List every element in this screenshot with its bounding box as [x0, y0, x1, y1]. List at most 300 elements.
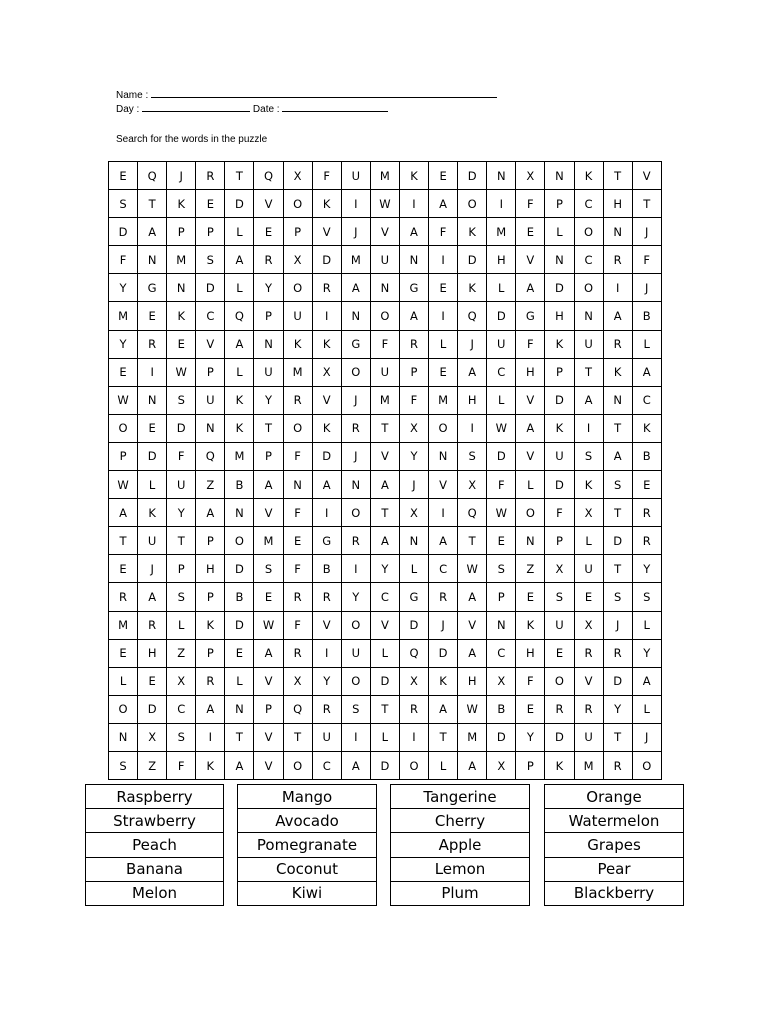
grid-cell[interactable]: I: [603, 274, 632, 302]
grid-cell[interactable]: D: [225, 190, 254, 218]
grid-cell[interactable]: E: [109, 639, 138, 667]
grid-cell[interactable]: M: [167, 246, 196, 274]
grid-cell[interactable]: D: [603, 527, 632, 555]
grid-cell[interactable]: K: [283, 330, 312, 358]
grid-cell[interactable]: D: [458, 246, 487, 274]
grid-cell[interactable]: V: [370, 218, 399, 246]
grid-cell[interactable]: Q: [283, 695, 312, 723]
grid-cell[interactable]: I: [399, 723, 428, 751]
grid-cell[interactable]: A: [109, 499, 138, 527]
grid-cell[interactable]: T: [370, 695, 399, 723]
grid-cell[interactable]: L: [225, 358, 254, 386]
grid-cell[interactable]: T: [603, 555, 632, 583]
grid-cell[interactable]: I: [312, 499, 341, 527]
grid-cell[interactable]: X: [399, 414, 428, 442]
name-field[interactable]: [151, 89, 497, 98]
grid-cell[interactable]: X: [167, 667, 196, 695]
grid-cell[interactable]: D: [312, 246, 341, 274]
grid-cell[interactable]: Q: [458, 499, 487, 527]
grid-cell[interactable]: A: [254, 639, 283, 667]
grid-cell[interactable]: K: [167, 190, 196, 218]
grid-cell[interactable]: E: [574, 583, 603, 611]
grid-cell[interactable]: C: [574, 246, 603, 274]
grid-cell[interactable]: A: [429, 190, 458, 218]
grid-cell[interactable]: M: [370, 162, 399, 190]
grid-cell[interactable]: D: [399, 611, 428, 639]
grid-cell[interactable]: H: [458, 386, 487, 414]
grid-cell[interactable]: D: [167, 414, 196, 442]
grid-cell[interactable]: V: [254, 723, 283, 751]
grid-cell[interactable]: U: [138, 527, 167, 555]
grid-cell[interactable]: R: [196, 162, 225, 190]
grid-cell[interactable]: Y: [109, 274, 138, 302]
grid-cell[interactable]: P: [254, 442, 283, 470]
grid-cell[interactable]: J: [429, 611, 458, 639]
grid-cell[interactable]: E: [109, 358, 138, 386]
grid-cell[interactable]: L: [225, 274, 254, 302]
grid-cell[interactable]: H: [516, 639, 545, 667]
grid-cell[interactable]: L: [429, 751, 458, 779]
grid-cell[interactable]: J: [632, 274, 661, 302]
grid-cell[interactable]: W: [254, 611, 283, 639]
grid-cell[interactable]: E: [429, 358, 458, 386]
grid-cell[interactable]: N: [487, 611, 516, 639]
grid-cell[interactable]: R: [283, 583, 312, 611]
grid-cell[interactable]: Y: [254, 386, 283, 414]
grid-cell[interactable]: K: [632, 414, 661, 442]
grid-cell[interactable]: T: [429, 723, 458, 751]
grid-cell[interactable]: O: [283, 751, 312, 779]
grid-cell[interactable]: D: [487, 442, 516, 470]
day-date-line[interactable]: [116, 103, 388, 116]
grid-cell[interactable]: E: [429, 162, 458, 190]
grid-cell[interactable]: F: [399, 386, 428, 414]
grid-cell[interactable]: B: [632, 442, 661, 470]
grid-cell[interactable]: E: [516, 695, 545, 723]
grid-cell[interactable]: I: [341, 723, 370, 751]
grid-cell[interactable]: O: [632, 751, 661, 779]
grid-cell[interactable]: G: [312, 527, 341, 555]
grid-cell[interactable]: R: [603, 246, 632, 274]
grid-cell[interactable]: D: [603, 667, 632, 695]
grid-cell[interactable]: Q: [458, 302, 487, 330]
grid-cell[interactable]: S: [167, 583, 196, 611]
grid-cell[interactable]: T: [225, 162, 254, 190]
grid-cell[interactable]: N: [341, 471, 370, 499]
grid-cell[interactable]: V: [196, 330, 225, 358]
grid-cell[interactable]: X: [283, 667, 312, 695]
grid-cell[interactable]: P: [196, 218, 225, 246]
grid-cell[interactable]: Y: [109, 330, 138, 358]
grid-cell[interactable]: V: [254, 751, 283, 779]
grid-cell[interactable]: N: [603, 218, 632, 246]
grid-cell[interactable]: V: [429, 471, 458, 499]
grid-cell[interactable]: S: [632, 583, 661, 611]
grid-cell[interactable]: V: [254, 499, 283, 527]
grid-cell[interactable]: A: [312, 471, 341, 499]
grid-cell[interactable]: Y: [312, 667, 341, 695]
grid-cell[interactable]: R: [283, 386, 312, 414]
grid-cell[interactable]: L: [225, 667, 254, 695]
grid-cell[interactable]: O: [225, 527, 254, 555]
grid-cell[interactable]: U: [487, 330, 516, 358]
grid-cell[interactable]: L: [487, 274, 516, 302]
grid-cell[interactable]: D: [370, 751, 399, 779]
grid-cell[interactable]: S: [254, 555, 283, 583]
grid-cell[interactable]: N: [370, 274, 399, 302]
grid-cell[interactable]: C: [312, 751, 341, 779]
grid-cell[interactable]: E: [196, 190, 225, 218]
grid-cell[interactable]: K: [603, 358, 632, 386]
grid-cell[interactable]: E: [516, 583, 545, 611]
grid-cell[interactable]: W: [167, 358, 196, 386]
grid-cell[interactable]: U: [283, 302, 312, 330]
grid-cell[interactable]: X: [487, 667, 516, 695]
grid-cell[interactable]: Y: [632, 555, 661, 583]
grid-cell[interactable]: J: [399, 471, 428, 499]
grid-cell[interactable]: A: [458, 751, 487, 779]
grid-cell[interactable]: N: [429, 442, 458, 470]
grid-cell[interactable]: E: [109, 162, 138, 190]
grid-cell[interactable]: X: [516, 162, 545, 190]
grid-cell[interactable]: R: [632, 527, 661, 555]
grid-cell[interactable]: T: [603, 414, 632, 442]
grid-cell[interactable]: J: [341, 218, 370, 246]
grid-cell[interactable]: L: [109, 667, 138, 695]
grid-cell[interactable]: K: [138, 499, 167, 527]
grid-cell[interactable]: M: [225, 442, 254, 470]
grid-cell[interactable]: J: [632, 218, 661, 246]
grid-cell[interactable]: A: [516, 414, 545, 442]
grid-cell[interactable]: C: [370, 583, 399, 611]
grid-cell[interactable]: J: [341, 386, 370, 414]
grid-cell[interactable]: E: [632, 471, 661, 499]
grid-cell[interactable]: F: [545, 499, 574, 527]
grid-cell[interactable]: U: [254, 358, 283, 386]
grid-cell[interactable]: M: [254, 527, 283, 555]
grid-cell[interactable]: S: [487, 555, 516, 583]
grid-cell[interactable]: P: [196, 358, 225, 386]
grid-cell[interactable]: O: [109, 695, 138, 723]
grid-cell[interactable]: S: [341, 695, 370, 723]
grid-cell[interactable]: O: [341, 358, 370, 386]
grid-cell[interactable]: V: [370, 442, 399, 470]
grid-cell[interactable]: X: [458, 471, 487, 499]
grid-cell[interactable]: U: [312, 723, 341, 751]
grid-cell[interactable]: T: [370, 499, 399, 527]
grid-cell[interactable]: T: [225, 723, 254, 751]
grid-cell[interactable]: K: [516, 611, 545, 639]
grid-cell[interactable]: D: [225, 611, 254, 639]
grid-cell[interactable]: R: [283, 639, 312, 667]
grid-cell[interactable]: E: [487, 527, 516, 555]
grid-cell[interactable]: K: [225, 414, 254, 442]
grid-cell[interactable]: L: [545, 218, 574, 246]
grid-cell[interactable]: A: [399, 218, 428, 246]
grid-cell[interactable]: C: [196, 302, 225, 330]
grid-cell[interactable]: Y: [603, 695, 632, 723]
grid-cell[interactable]: X: [399, 667, 428, 695]
grid-cell[interactable]: F: [516, 190, 545, 218]
grid-cell[interactable]: S: [545, 583, 574, 611]
grid-cell[interactable]: V: [254, 667, 283, 695]
grid-cell[interactable]: R: [399, 695, 428, 723]
grid-cell[interactable]: C: [487, 639, 516, 667]
grid-cell[interactable]: V: [516, 246, 545, 274]
grid-cell[interactable]: R: [574, 639, 603, 667]
grid-cell[interactable]: T: [603, 499, 632, 527]
date-field[interactable]: [282, 103, 388, 112]
grid-cell[interactable]: R: [603, 751, 632, 779]
grid-cell[interactable]: I: [341, 190, 370, 218]
grid-cell[interactable]: I: [138, 358, 167, 386]
grid-cell[interactable]: O: [370, 302, 399, 330]
grid-cell[interactable]: C: [167, 695, 196, 723]
grid-cell[interactable]: N: [167, 274, 196, 302]
grid-cell[interactable]: P: [167, 555, 196, 583]
grid-cell[interactable]: X: [545, 555, 574, 583]
grid-cell[interactable]: R: [138, 330, 167, 358]
grid-cell[interactable]: T: [603, 723, 632, 751]
grid-cell[interactable]: D: [109, 218, 138, 246]
grid-cell[interactable]: C: [429, 555, 458, 583]
grid-cell[interactable]: N: [196, 414, 225, 442]
grid-cell[interactable]: K: [399, 162, 428, 190]
grid-cell[interactable]: N: [545, 246, 574, 274]
grid-cell[interactable]: A: [225, 751, 254, 779]
grid-cell[interactable]: L: [370, 639, 399, 667]
grid-cell[interactable]: J: [138, 555, 167, 583]
grid-cell[interactable]: K: [458, 218, 487, 246]
grid-cell[interactable]: E: [254, 583, 283, 611]
grid-cell[interactable]: Q: [138, 162, 167, 190]
grid-cell[interactable]: I: [574, 414, 603, 442]
grid-cell[interactable]: P: [545, 527, 574, 555]
grid-cell[interactable]: M: [283, 358, 312, 386]
grid-cell[interactable]: A: [138, 583, 167, 611]
grid-cell[interactable]: H: [487, 246, 516, 274]
grid-cell[interactable]: N: [225, 695, 254, 723]
grid-cell[interactable]: U: [341, 639, 370, 667]
grid-cell[interactable]: K: [196, 751, 225, 779]
grid-cell[interactable]: J: [167, 162, 196, 190]
grid-cell[interactable]: O: [574, 274, 603, 302]
grid-cell[interactable]: G: [399, 274, 428, 302]
grid-cell[interactable]: V: [312, 218, 341, 246]
grid-cell[interactable]: D: [545, 471, 574, 499]
grid-cell[interactable]: R: [109, 583, 138, 611]
grid-cell[interactable]: Y: [516, 723, 545, 751]
grid-cell[interactable]: A: [341, 751, 370, 779]
grid-cell[interactable]: R: [341, 414, 370, 442]
grid-cell[interactable]: I: [429, 499, 458, 527]
grid-cell[interactable]: T: [167, 527, 196, 555]
grid-cell[interactable]: R: [632, 499, 661, 527]
grid-cell[interactable]: G: [399, 583, 428, 611]
grid-cell[interactable]: X: [487, 751, 516, 779]
grid-cell[interactable]: O: [341, 667, 370, 695]
grid-cell[interactable]: O: [341, 611, 370, 639]
grid-cell[interactable]: A: [458, 639, 487, 667]
grid-cell[interactable]: I: [429, 302, 458, 330]
grid-cell[interactable]: S: [109, 751, 138, 779]
grid-cell[interactable]: E: [138, 302, 167, 330]
grid-cell[interactable]: O: [516, 499, 545, 527]
grid-cell[interactable]: S: [603, 471, 632, 499]
grid-cell[interactable]: Q: [196, 442, 225, 470]
grid-cell[interactable]: G: [516, 302, 545, 330]
grid-cell[interactable]: A: [632, 667, 661, 695]
grid-cell[interactable]: M: [429, 386, 458, 414]
grid-cell[interactable]: Z: [167, 639, 196, 667]
grid-cell[interactable]: O: [109, 414, 138, 442]
grid-cell[interactable]: A: [632, 358, 661, 386]
grid-cell[interactable]: H: [545, 302, 574, 330]
grid-cell[interactable]: X: [283, 162, 312, 190]
grid-cell[interactable]: C: [487, 358, 516, 386]
grid-cell[interactable]: P: [254, 302, 283, 330]
grid-cell[interactable]: N: [283, 471, 312, 499]
grid-cell[interactable]: Y: [254, 274, 283, 302]
grid-cell[interactable]: A: [603, 442, 632, 470]
grid-cell[interactable]: V: [574, 667, 603, 695]
grid-cell[interactable]: I: [196, 723, 225, 751]
grid-cell[interactable]: L: [225, 218, 254, 246]
grid-cell[interactable]: J: [458, 330, 487, 358]
grid-cell[interactable]: E: [138, 414, 167, 442]
grid-cell[interactable]: E: [545, 639, 574, 667]
grid-cell[interactable]: H: [196, 555, 225, 583]
grid-cell[interactable]: E: [109, 555, 138, 583]
grid-cell[interactable]: W: [109, 386, 138, 414]
grid-cell[interactable]: V: [370, 611, 399, 639]
grid-cell[interactable]: H: [458, 667, 487, 695]
grid-cell[interactable]: U: [370, 358, 399, 386]
grid-cell[interactable]: R: [603, 639, 632, 667]
grid-cell[interactable]: A: [458, 583, 487, 611]
grid-cell[interactable]: P: [283, 218, 312, 246]
grid-cell[interactable]: I: [312, 639, 341, 667]
grid-cell[interactable]: K: [225, 386, 254, 414]
grid-cell[interactable]: D: [545, 723, 574, 751]
grid-cell[interactable]: N: [399, 246, 428, 274]
grid-cell[interactable]: K: [312, 190, 341, 218]
grid-cell[interactable]: P: [399, 358, 428, 386]
grid-cell[interactable]: B: [225, 471, 254, 499]
grid-cell[interactable]: S: [109, 190, 138, 218]
grid-cell[interactable]: S: [603, 583, 632, 611]
grid-cell[interactable]: F: [167, 751, 196, 779]
grid-cell[interactable]: R: [312, 274, 341, 302]
grid-cell[interactable]: S: [167, 386, 196, 414]
grid-cell[interactable]: L: [516, 471, 545, 499]
grid-cell[interactable]: L: [429, 330, 458, 358]
grid-cell[interactable]: K: [429, 667, 458, 695]
grid-cell[interactable]: N: [341, 302, 370, 330]
grid-cell[interactable]: S: [167, 723, 196, 751]
grid-cell[interactable]: A: [603, 302, 632, 330]
grid-cell[interactable]: M: [574, 751, 603, 779]
grid-cell[interactable]: P: [545, 190, 574, 218]
grid-cell[interactable]: T: [574, 358, 603, 386]
grid-cell[interactable]: J: [632, 723, 661, 751]
grid-cell[interactable]: K: [574, 471, 603, 499]
grid-cell[interactable]: C: [632, 386, 661, 414]
grid-cell[interactable]: R: [429, 583, 458, 611]
grid-cell[interactable]: X: [574, 499, 603, 527]
grid-cell[interactable]: P: [516, 751, 545, 779]
grid-cell[interactable]: E: [167, 330, 196, 358]
grid-cell[interactable]: T: [138, 190, 167, 218]
grid-cell[interactable]: N: [225, 499, 254, 527]
grid-cell[interactable]: F: [167, 442, 196, 470]
grid-cell[interactable]: A: [370, 527, 399, 555]
grid-cell[interactable]: P: [167, 218, 196, 246]
grid-cell[interactable]: A: [429, 527, 458, 555]
grid-cell[interactable]: E: [138, 667, 167, 695]
grid-cell[interactable]: O: [341, 499, 370, 527]
grid-cell[interactable]: O: [399, 751, 428, 779]
grid-cell[interactable]: F: [283, 611, 312, 639]
grid-cell[interactable]: E: [429, 274, 458, 302]
grid-cell[interactable]: P: [196, 639, 225, 667]
grid-cell[interactable]: K: [458, 274, 487, 302]
grid-cell[interactable]: F: [283, 555, 312, 583]
grid-cell[interactable]: Y: [632, 639, 661, 667]
grid-cell[interactable]: F: [516, 330, 545, 358]
grid-cell[interactable]: F: [429, 218, 458, 246]
grid-cell[interactable]: N: [487, 162, 516, 190]
grid-cell[interactable]: N: [545, 162, 574, 190]
grid-cell[interactable]: U: [545, 611, 574, 639]
grid-cell[interactable]: J: [341, 442, 370, 470]
grid-cell[interactable]: A: [225, 246, 254, 274]
grid-cell[interactable]: L: [632, 330, 661, 358]
grid-cell[interactable]: U: [370, 246, 399, 274]
grid-cell[interactable]: D: [487, 723, 516, 751]
grid-cell[interactable]: E: [283, 527, 312, 555]
grid-cell[interactable]: P: [254, 695, 283, 723]
grid-cell[interactable]: R: [341, 527, 370, 555]
grid-cell[interactable]: V: [254, 190, 283, 218]
grid-cell[interactable]: T: [254, 414, 283, 442]
grid-cell[interactable]: F: [632, 246, 661, 274]
grid-cell[interactable]: P: [487, 583, 516, 611]
grid-cell[interactable]: C: [574, 190, 603, 218]
grid-cell[interactable]: M: [109, 611, 138, 639]
grid-cell[interactable]: M: [487, 218, 516, 246]
grid-cell[interactable]: D: [545, 274, 574, 302]
grid-cell[interactable]: D: [487, 302, 516, 330]
grid-cell[interactable]: D: [138, 442, 167, 470]
grid-cell[interactable]: M: [370, 386, 399, 414]
grid-cell[interactable]: S: [458, 442, 487, 470]
grid-cell[interactable]: E: [516, 218, 545, 246]
grid-cell[interactable]: R: [254, 246, 283, 274]
grid-cell[interactable]: B: [487, 695, 516, 723]
grid-cell[interactable]: O: [458, 190, 487, 218]
grid-cell[interactable]: D: [429, 639, 458, 667]
grid-cell[interactable]: K: [167, 302, 196, 330]
grid-cell[interactable]: L: [399, 555, 428, 583]
grid-cell[interactable]: L: [487, 386, 516, 414]
grid-cell[interactable]: R: [603, 330, 632, 358]
grid-cell[interactable]: Z: [516, 555, 545, 583]
grid-cell[interactable]: J: [603, 611, 632, 639]
grid-cell[interactable]: R: [312, 695, 341, 723]
grid-cell[interactable]: I: [341, 555, 370, 583]
grid-cell[interactable]: P: [196, 583, 225, 611]
